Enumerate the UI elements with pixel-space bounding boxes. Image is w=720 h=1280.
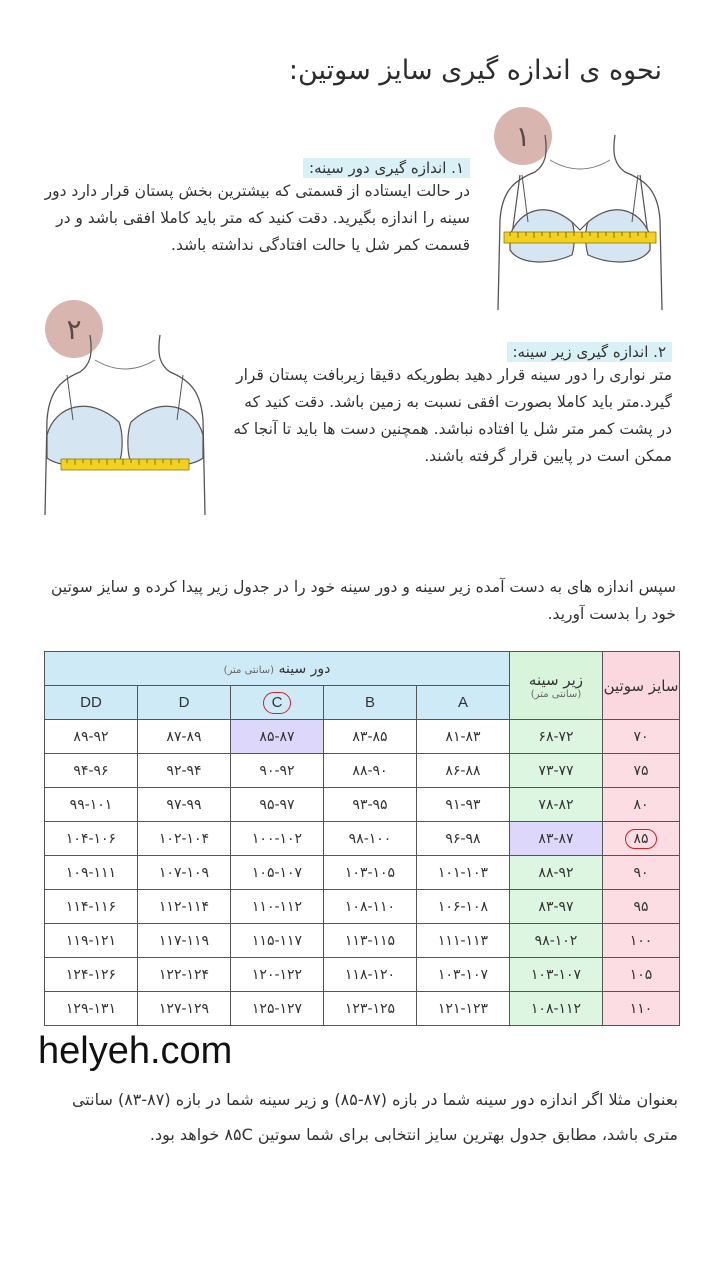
bust-cell: ۱۱۸-۱۲۰	[324, 958, 417, 992]
bust-cell: ۱۱۵-۱۱۷	[231, 924, 324, 958]
table-row	[45, 822, 680, 856]
brand-watermark: helyeh.com	[38, 1030, 233, 1072]
bust-cell: ۸۶-۸۸	[417, 754, 510, 788]
table-row	[45, 720, 680, 754]
underbust-cell: ۸۳-۸۷	[510, 822, 603, 856]
bust-unit: (سانتی متر)	[223, 664, 275, 676]
table-row	[45, 788, 680, 822]
table-intro-text: سپس اندازه های به دست آمده زیر سینه و دور سینه خود را در جدول زیر پیدا کرده و سایز سوتین خود را بدست آورید.	[51, 578, 676, 623]
bust-cell: ۱۰۵-۱۰۷	[231, 856, 324, 890]
underbust-cell: ۸۸-۹۲	[510, 856, 603, 890]
bust-cell: ۱۱۹-۱۲۱	[45, 924, 138, 958]
bust-cell: ۱۰۰-۱۰۲	[231, 822, 324, 856]
bust-cell: ۱۲۷-۱۲۹	[138, 992, 231, 1026]
underbust-cell: ۸۳-۹۷	[510, 890, 603, 924]
bust-cell: ۱۲۳-۱۲۵	[324, 992, 417, 1026]
bust-label: دور سینه	[278, 660, 331, 677]
bust-cell: ۹۸-۱۰۰	[324, 822, 417, 856]
bust-cell: ۱۱۲-۱۱۴	[138, 890, 231, 924]
size-cell	[603, 822, 680, 856]
step-2-section	[232, 342, 672, 470]
size-cell: ۸۰	[603, 788, 680, 822]
bust-cell: ۹۵-۹۷	[231, 788, 324, 822]
underbust-cell: ۱۰۸-۱۱۲	[510, 992, 603, 1026]
bust-cell: ۱۰۶-۱۰۸	[417, 890, 510, 924]
bust-cell: ۹۱-۹۳	[417, 788, 510, 822]
table-row	[45, 958, 680, 992]
bust-measurement-illustration	[490, 130, 670, 315]
bust-cell: ۱۱۷-۱۱۹	[138, 924, 231, 958]
cup-header-d: D	[138, 686, 231, 720]
bust-cell: ۱۲۹-۱۳۱	[45, 992, 138, 1026]
bust-cell: ۱۱۰-۱۱۲	[231, 890, 324, 924]
cup-header-c	[231, 686, 324, 720]
size-cell: ۹۰	[603, 856, 680, 890]
bust-cell: ۹۲-۹۴	[138, 754, 231, 788]
size-cell: ۷۰	[603, 720, 680, 754]
bust-cell: ۹۹-۱۰۱	[45, 788, 138, 822]
bust-cell: ۹۰-۹۲	[231, 754, 324, 788]
bust-cell: ۱۰۷-۱۰۹	[138, 856, 231, 890]
size-cell: ۱۱۰	[603, 992, 680, 1026]
bust-cell: ۹۴-۹۶	[45, 754, 138, 788]
underbust-cell: ۷۸-۸۲	[510, 788, 603, 822]
cup-header-b: B	[324, 686, 417, 720]
step-1-heading: ۱. اندازه گیری دور سینه:	[303, 158, 470, 178]
table-row	[45, 856, 680, 890]
underbust-measurement-illustration	[35, 320, 215, 520]
bust-cell: ۸۸-۹۰	[324, 754, 417, 788]
bust-cell: ۹۶-۹۸	[417, 822, 510, 856]
bust-cell: ۱۰۲-۱۰۴	[138, 822, 231, 856]
bust-cell: ۱۰۸-۱۱۰	[324, 890, 417, 924]
cup-header-a: A	[417, 686, 510, 720]
step-1-section	[30, 158, 470, 259]
bust-cell: ۹۳-۹۵	[324, 788, 417, 822]
step-2-text: متر نواری را دور سینه قرار دهید بطوریکه دقیقا زیربافت پستان قرار گیرد.متر باید کاملا بصورت افقی نسبت به زمین باشد. دقت کنید که در پشت کمر متر شل یا افتاده نباشد. همچنین دست ها باید تا آنجا که ممکن است در پایین قرار گرفته باشند.	[233, 366, 672, 465]
bust-cell: ۱۰۱-۱۰۳	[417, 856, 510, 890]
bust-cell: ۱۰۹-۱۱۱	[45, 856, 138, 890]
example-text: بعنوان مثلا اگر اندازه دور سینه شما در بازه (۸۷-۸۵) و زیر سینه شما در بازه (۸۷-۸۳) سانتی متری باشد، مطابق جدول بهترین سایز انتخابی برای شما سوتین ۸۵C خواهد بود.	[71, 1090, 678, 1144]
col-header-underbust	[510, 652, 603, 720]
bust-cell: ۱۱۴-۱۱۶	[45, 890, 138, 924]
bust-cell: ۱۲۰-۱۲۲	[231, 958, 324, 992]
underbust-cell: ۶۸-۷۲	[510, 720, 603, 754]
size-cell: ۹۵	[603, 890, 680, 924]
step-1-badge: ۱	[494, 107, 552, 165]
bra-size-table	[44, 651, 680, 1026]
underbust-cell: ۹۸-۱۰۲	[510, 924, 603, 958]
cup-header-label: C	[263, 692, 292, 714]
size-cell-label: ۸۵	[625, 829, 656, 849]
bust-cell: ۸۳-۸۵	[324, 720, 417, 754]
underbust-unit: (سانتی متر)	[530, 689, 582, 700]
table-row	[45, 992, 680, 1026]
bust-cell: ۱۰۴-۱۰۶	[45, 822, 138, 856]
bust-cell: ۱۰۳-۱۰۵	[324, 856, 417, 890]
cup-header-dd: DD	[45, 686, 138, 720]
bust-cell: ۸۱-۸۳	[417, 720, 510, 754]
bust-cell: ۹۷-۹۹	[138, 788, 231, 822]
bust-cell: ۱۲۲-۱۲۴	[138, 958, 231, 992]
underbust-cell: ۷۳-۷۷	[510, 754, 603, 788]
size-cell: ۷۵	[603, 754, 680, 788]
step-1-text: در حالت ایستاده از قسمتی که بیشترین بخش پستان قرار دارد دور سینه را اندازه بگیرید. دقت کنید که متر باید کاملا افقی باشد و در قسمت کمر شل یا حالت افتادگی نداشته باشد.	[44, 182, 470, 254]
col-header-size: سایز سوتین	[603, 652, 680, 720]
col-header-bust	[45, 652, 510, 686]
bust-cell: ۱۲۵-۱۲۷	[231, 992, 324, 1026]
size-cell: ۱۰۵	[603, 958, 680, 992]
underbust-cell: ۱۰۳-۱۰۷	[510, 958, 603, 992]
bust-cell: ۱۲۱-۱۲۳	[417, 992, 510, 1026]
page-title: نحوه ی اندازه گیری سایز سوتین:	[288, 55, 662, 86]
bust-cell: ۱۱۱-۱۱۳	[417, 924, 510, 958]
underbust-label: زیر سینه	[528, 671, 584, 689]
bust-cell: ۸۹-۹۲	[45, 720, 138, 754]
bust-cell: ۱۱۳-۱۱۵	[324, 924, 417, 958]
bust-cell: ۱۲۴-۱۲۶	[45, 958, 138, 992]
bust-cell: ۱۰۳-۱۰۷	[417, 958, 510, 992]
table-row	[45, 924, 680, 958]
table-row	[45, 754, 680, 788]
size-cell: ۱۰۰	[603, 924, 680, 958]
step-2-badge: ۲	[45, 300, 103, 358]
bust-cell: ۸۵-۸۷	[231, 720, 324, 754]
table-row	[45, 890, 680, 924]
step-2-heading: ۲. اندازه گیری زیر سینه:	[507, 342, 673, 362]
bust-cell: ۸۷-۸۹	[138, 720, 231, 754]
